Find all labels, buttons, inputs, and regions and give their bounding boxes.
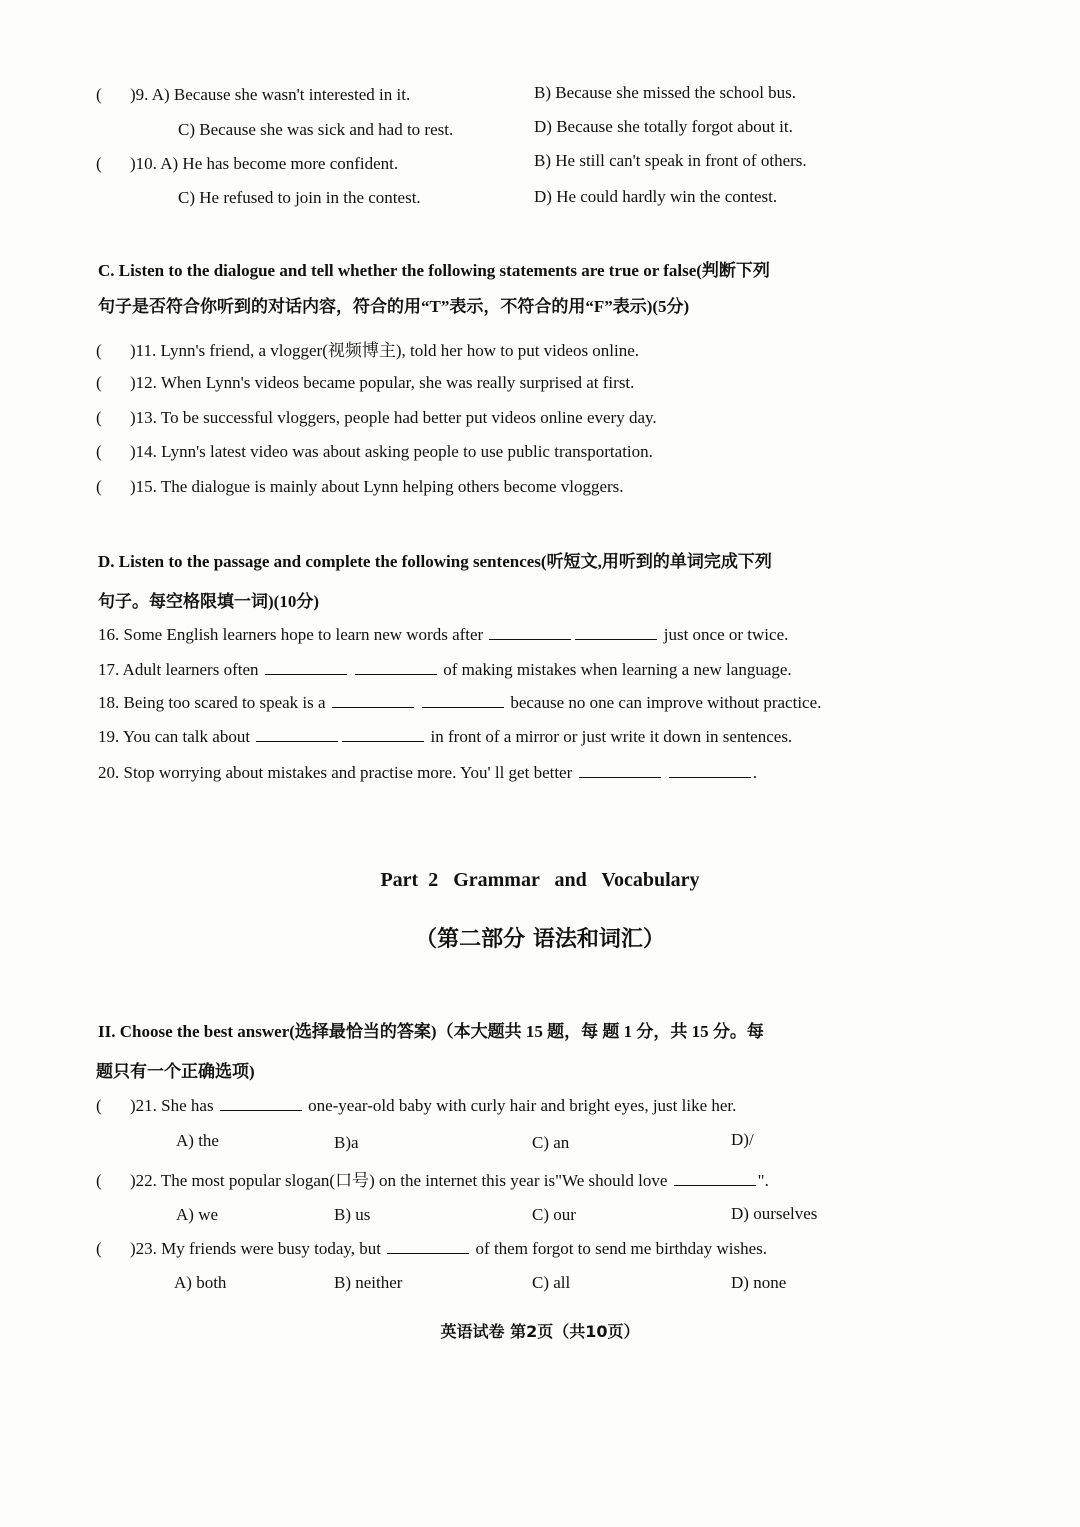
fill-item: 17. Adult learners often of making mistakes when learning a new language. <box>98 660 792 679</box>
question-21-stem: ( )21. She has one-year-old baby with curly hair and bright eyes, just like her. <box>96 1096 737 1115</box>
fill-item: 18. Being too scared to speak is a because no one can improve without practice. <box>98 693 822 712</box>
question-10-option-b: B) He still can't speak in front of others. <box>534 151 807 170</box>
option-c: C) all <box>532 1273 571 1292</box>
option-a: A) we <box>176 1205 219 1224</box>
answer-blank[interactable] <box>579 763 661 778</box>
answer-blank[interactable] <box>342 727 424 742</box>
option-d: D)/ <box>731 1130 754 1149</box>
answer-blank[interactable] <box>489 625 571 640</box>
option-c: C) an <box>532 1133 570 1152</box>
question-9-option-b: B) Because she missed the school bus. <box>534 83 797 102</box>
tf-item: ( )12. When Lynn's videos became popular, she was really surprised at first. <box>96 373 635 392</box>
answer-blank[interactable] <box>387 1239 469 1254</box>
fill-item: 20. Stop worrying about mistakes and practise more. You' ll get better . <box>98 763 758 782</box>
section-ii-heading-cont: 题只有一个正确选项) <box>96 1062 255 1081</box>
tf-item: ( )14. Lynn's latest video was about asking people to use public transportation. <box>96 442 653 461</box>
fill-item: 16. Some English learners hope to learn new words after just once or twice. <box>98 625 789 644</box>
option-a: A) both <box>174 1273 227 1292</box>
option-b: B) us <box>334 1205 371 1224</box>
section-d-heading-cont: 句子。每空格限填一词)(10分) <box>98 592 319 611</box>
answer-blank[interactable] <box>220 1096 302 1111</box>
section-ii-heading: II. Choose the best answer(选择最恰当的答案)（本大题共 15 题，每 题 1 分，共 15 分。每 <box>98 1022 764 1041</box>
tf-item: ( )11. Lynn's friend, a vlogger(视频博主), told her how to put videos online. <box>96 341 640 360</box>
option-b: B) neither <box>334 1273 403 1292</box>
part-2-subtitle: （第二部分 语法和词汇） <box>415 927 665 952</box>
option-b: B)a <box>334 1133 359 1152</box>
answer-blank[interactable] <box>265 660 347 675</box>
answer-blank[interactable] <box>332 693 414 708</box>
part-2-title: Part 2 Grammar and Vocabulary <box>380 869 700 891</box>
option-c: C) our <box>532 1205 576 1224</box>
option-d: D) none <box>731 1273 787 1292</box>
tf-item: ( )15. The dialogue is mainly about Lynn helping others become vloggers. <box>96 477 624 496</box>
question-10-stem: ( )10. A) He has become more confident. <box>96 154 399 173</box>
section-c-heading-cont: 句子是否符合你听到的对话内容，符合的用“T”表示，不符合的用“F”表示)(5分) <box>98 297 690 316</box>
section-d-heading: D. Listen to the passage and complete the following sentences(听短文,用听到的单词完成下列 <box>98 552 772 571</box>
answer-blank[interactable] <box>422 693 504 708</box>
answer-blank[interactable] <box>256 727 338 742</box>
section-c-heading: C. Listen to the dialogue and tell whether the following statements are true or false(判断下列 <box>98 261 770 280</box>
question-9-stem: ( )9. A) Because she wasn't interested in it. <box>96 85 411 104</box>
answer-blank[interactable] <box>355 660 437 675</box>
fill-item: 19. You can talk about in front of a mirror or just write it down in sentences. <box>98 727 793 746</box>
question-9-option-d: D) Because she totally forgot about it. <box>534 117 793 136</box>
answer-blank[interactable] <box>575 625 657 640</box>
answer-blank[interactable] <box>674 1171 756 1186</box>
page-footer: 英语试卷 第2页（共10页） <box>440 1322 640 1341</box>
question-10-option-d: D) He could hardly win the contest. <box>534 187 778 206</box>
option-d: D) ourselves <box>731 1204 818 1223</box>
question-10-option-c: C) He refused to join in the contest. <box>178 188 421 207</box>
question-9-option-c: C) Because she was sick and had to rest. <box>178 120 454 139</box>
question-22-stem: ( )22. The most popular slogan(口号) on the internet this year is"We should love ". <box>96 1171 769 1190</box>
option-a: A) the <box>176 1131 219 1150</box>
question-23-stem: ( )23. My friends were busy today, but of them forgot to send me birthday wishes. <box>96 1239 768 1258</box>
answer-blank[interactable] <box>669 763 751 778</box>
tf-item: ( )13. To be successful vloggers, people had better put videos online every day. <box>96 408 657 427</box>
